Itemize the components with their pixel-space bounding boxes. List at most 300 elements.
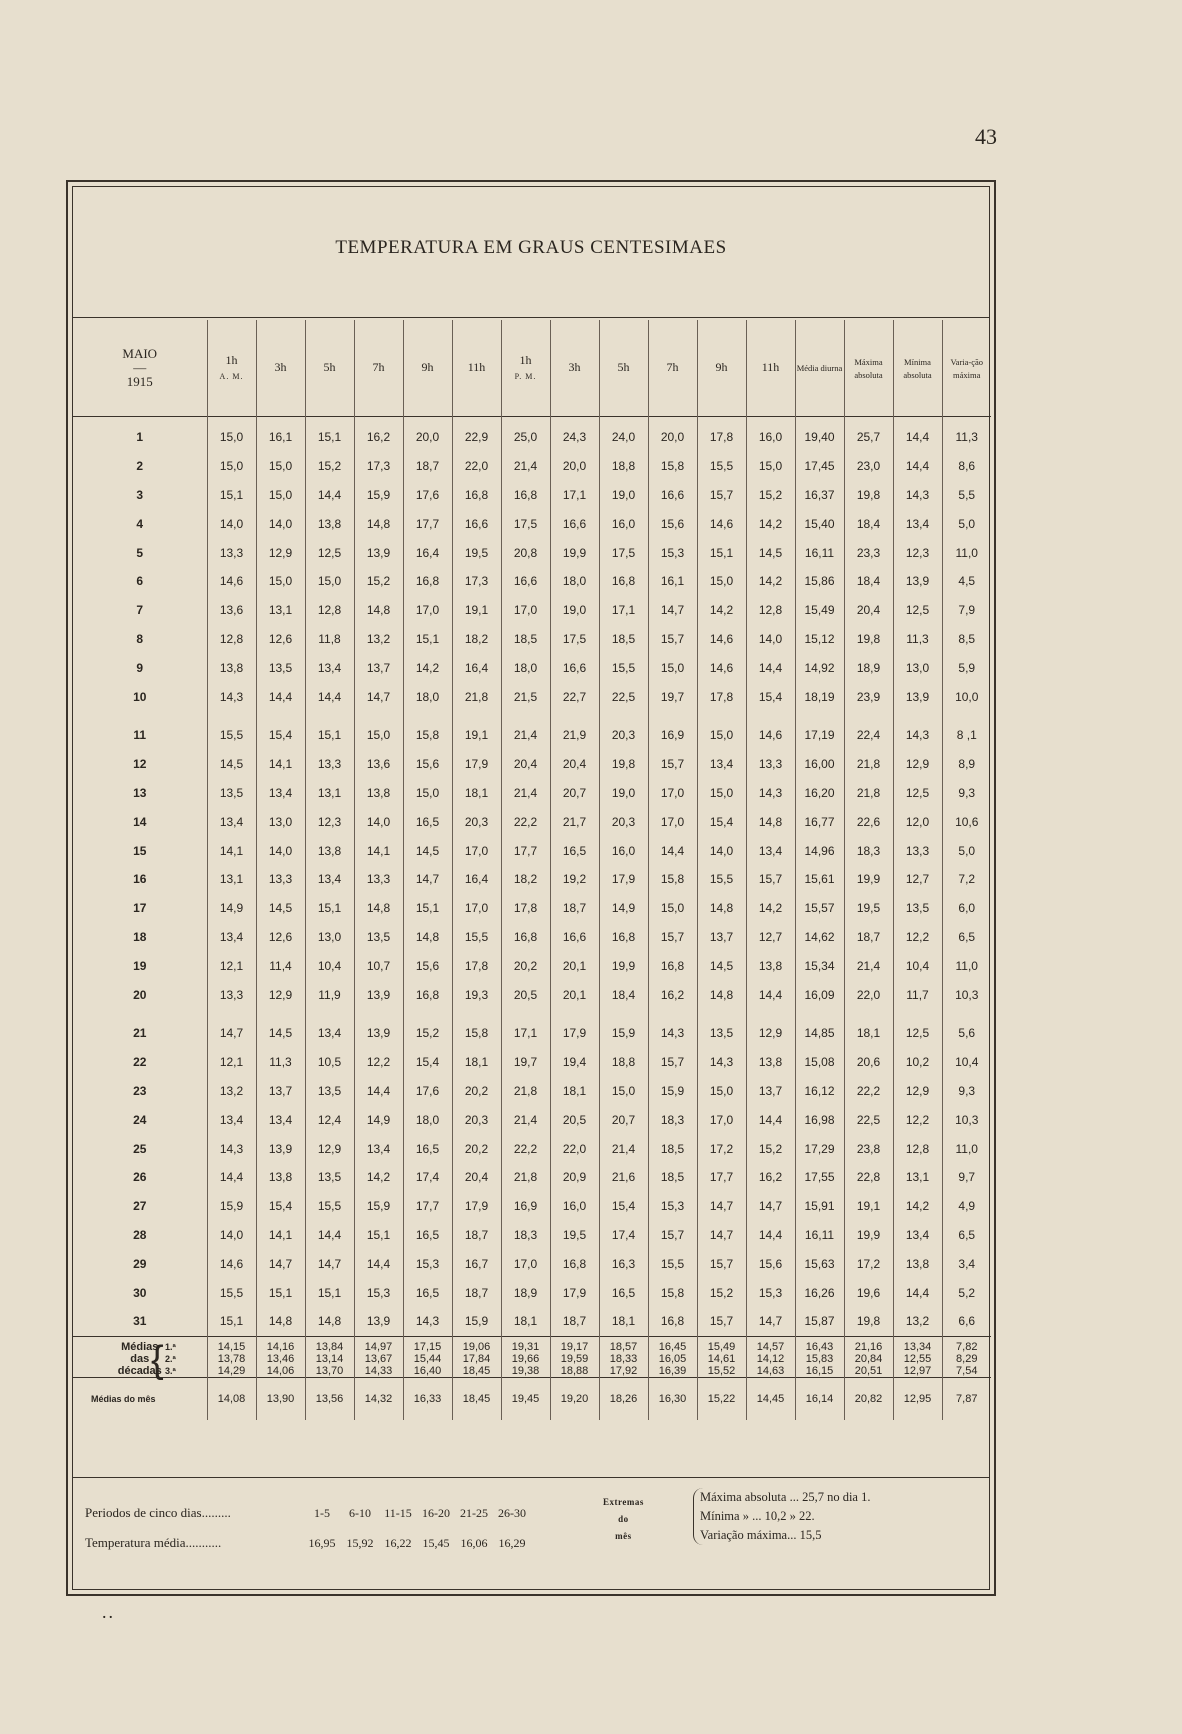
table-cell: 19,9	[844, 865, 893, 894]
table-cell: 14,1	[207, 836, 256, 865]
table-cell: 15,7	[697, 481, 746, 510]
table-cell: 17,8	[452, 951, 501, 980]
table-cell: 17,7	[403, 509, 452, 538]
table-cell: 17,1	[550, 481, 599, 510]
extreme-maxima: Máxima absoluta ... 25,7 no dia 1.	[700, 1490, 871, 1504]
table-cell: 16,8	[550, 1249, 599, 1278]
table-cell: 17,0	[403, 596, 452, 625]
day-number: 21	[133, 1026, 147, 1041]
table-cell: 15,2	[354, 567, 403, 596]
table-cell: 18,7	[550, 1307, 599, 1336]
table-cell: 13,5	[697, 1009, 746, 1048]
day-number: 3	[136, 487, 144, 502]
table-cell: 11,3	[256, 1048, 305, 1077]
table-cell: 14,9	[207, 894, 256, 923]
table-cell: 14,4	[893, 452, 942, 481]
table-cell: 13,7	[256, 1077, 305, 1106]
table-cell: 14,7	[403, 865, 452, 894]
table-cell: 17,8	[501, 894, 550, 923]
table-cell: 14,8	[256, 1307, 305, 1336]
table-cell: 21,9	[550, 711, 599, 750]
month-mean-cell: 13,56	[305, 1377, 354, 1420]
table-cell: 15,5	[599, 653, 648, 682]
table-cell: 6,6	[942, 1307, 991, 1336]
decade-mean-cell: 14,57 14,12 14,63	[746, 1336, 795, 1377]
table-cell: 3,4	[942, 1249, 991, 1278]
table-cell: 15,5	[207, 1278, 256, 1307]
table-cell: 14,0	[354, 807, 403, 836]
table-cell: 5,2	[942, 1278, 991, 1307]
table-cell: 16,4	[403, 538, 452, 567]
table-cell: 16,00	[795, 750, 844, 779]
table-cell: 15,3	[354, 1278, 403, 1307]
table-cell: 8,5	[942, 625, 991, 654]
table-cell: 14,5	[697, 951, 746, 980]
day-number: 17	[133, 901, 147, 916]
day-number: 6	[136, 574, 144, 589]
table-cell: 13,7	[746, 1077, 795, 1106]
table-cell: 15,0	[599, 1077, 648, 1106]
table-cell: 15,0	[354, 711, 403, 750]
table-cell: 19,8	[844, 625, 893, 654]
table-cell: 14,8	[403, 923, 452, 952]
table-cell: 16,11	[795, 538, 844, 567]
table-cell: 13,1	[305, 779, 354, 808]
table-cell: 13,9	[354, 1307, 403, 1336]
table-cell: 14,3	[893, 481, 942, 510]
table-cell: 15,1	[207, 1307, 256, 1336]
table-cell: 5,6	[942, 1009, 991, 1048]
table-cell: 14,2	[403, 653, 452, 682]
table-cell: 15,2	[746, 1134, 795, 1163]
table-cell: 11,0	[942, 538, 991, 567]
table-cell: 18,7	[844, 923, 893, 952]
table-cell: 12,5	[305, 538, 354, 567]
table-cell: 19,5	[452, 538, 501, 567]
table-row	[73, 894, 991, 923]
table-cell: 19,9	[599, 951, 648, 980]
table-cell: 13,0	[893, 653, 942, 682]
table-cell: 17,1	[599, 596, 648, 625]
table-cell: 4,9	[942, 1192, 991, 1221]
table-cell: 19,4	[550, 1048, 599, 1077]
table-cell: 10,4	[305, 951, 354, 980]
table-cell: 11,7	[893, 980, 942, 1009]
table-cell: 12,0	[893, 807, 942, 836]
table-cell: 20,5	[501, 980, 550, 1009]
table-cell: 14,0	[256, 509, 305, 538]
table-cell: 16,3	[599, 1249, 648, 1278]
month-mean-cell: 14,45	[746, 1377, 795, 1420]
table-cell: 14,7	[746, 1192, 795, 1221]
table-cell: 13,0	[305, 923, 354, 952]
table-cell: 13,4	[305, 865, 354, 894]
table-cell: 13,4	[256, 779, 305, 808]
table-cell: 15,0	[207, 452, 256, 481]
month-mean-cell: 15,22	[697, 1377, 746, 1420]
table-cell: 16,37	[795, 481, 844, 510]
hour-header-4: 7h	[354, 320, 403, 417]
table-cell: 15,63	[795, 1249, 844, 1278]
table-cell: 14,7	[697, 1221, 746, 1250]
temp-label: Temperatura média...........	[85, 1535, 222, 1550]
table-cell: 12,9	[305, 1134, 354, 1163]
table-cell: 16,7	[452, 1249, 501, 1278]
table-cell: 15,5	[697, 865, 746, 894]
table-cell: 14,3	[207, 682, 256, 711]
table-cell: 7,9	[942, 596, 991, 625]
table-cell: 13,4	[207, 1105, 256, 1134]
table-row	[73, 1077, 991, 1106]
table-cell: 16,5	[403, 1278, 452, 1307]
table-cell: 15,3	[648, 538, 697, 567]
table-cell: 14,7	[207, 1009, 256, 1048]
table-cell: 20,2	[452, 1077, 501, 1106]
table-cell: 20,3	[452, 1105, 501, 1134]
table-cell: 15,1	[305, 1278, 354, 1307]
day-number: 24	[133, 1112, 147, 1127]
table-cell: 16,1	[256, 417, 305, 452]
table-cell: 12,2	[354, 1048, 403, 1077]
table-cell: 13,1	[207, 865, 256, 894]
temperature-table	[73, 320, 991, 1420]
decade-mean-cell: 19,31 19,66 19,38	[501, 1336, 550, 1377]
table-cell: 14,0	[746, 625, 795, 654]
table-cell: 14,3	[648, 1009, 697, 1048]
day-number: 13	[133, 785, 147, 800]
table-cell: 13,9	[354, 1009, 403, 1048]
table-cell: 18,8	[599, 1048, 648, 1077]
table-cell: 15,40	[795, 509, 844, 538]
days-body	[73, 417, 991, 1337]
day-number: 16	[133, 872, 147, 887]
table-cell: 22,2	[501, 1134, 550, 1163]
table-cell: 17,19	[795, 711, 844, 750]
table-cell: 15,86	[795, 567, 844, 596]
table-cell: 16,0	[550, 1192, 599, 1221]
table-cell: 12,9	[893, 750, 942, 779]
table-cell: 8,9	[942, 750, 991, 779]
table-cell: 18,8	[599, 452, 648, 481]
decade-mean-cell: 18,57 18,33 17,92	[599, 1336, 648, 1377]
table-cell: 13,2	[207, 1077, 256, 1106]
table-cell: 22,2	[844, 1077, 893, 1106]
table-cell: 12,4	[305, 1105, 354, 1134]
day-number: 11	[133, 728, 147, 743]
table-cell: 18,1	[599, 1307, 648, 1336]
table-cell: 15,0	[746, 452, 795, 481]
table-cell: 13,9	[354, 538, 403, 567]
table-cell: 13,4	[207, 923, 256, 952]
table-cell: 13,7	[354, 653, 403, 682]
day-number: 14	[133, 814, 147, 829]
table-cell: 13,4	[305, 1009, 354, 1048]
table-cell: 15,91	[795, 1192, 844, 1221]
month-label: MAIO	[122, 345, 158, 361]
table-cell: 22,2	[501, 807, 550, 836]
decade-mean-cell: 21,16 20,84 20,51	[844, 1336, 893, 1377]
table-inner-frame	[72, 186, 990, 1590]
table-cell: 15,4	[256, 711, 305, 750]
table-cell: 15,0	[648, 653, 697, 682]
table-row	[73, 1048, 991, 1077]
table-cell: 15,87	[795, 1307, 844, 1336]
decade-mean-cell: 15,49 14,61 15,52	[697, 1336, 746, 1377]
day-number: 22	[133, 1055, 147, 1070]
table-cell: 12,8	[305, 596, 354, 625]
table-cell: 13,2	[893, 1307, 942, 1336]
table-cell: 11,4	[256, 951, 305, 980]
table-cell: 10,3	[942, 980, 991, 1009]
month-mean-cell: 18,26	[599, 1377, 648, 1420]
day-number: 23	[133, 1083, 147, 1098]
table-cell: 12,3	[305, 807, 354, 836]
table-cell: 16,26	[795, 1278, 844, 1307]
table-cell: 17,9	[452, 1192, 501, 1221]
table-cell: 13,8	[354, 779, 403, 808]
table-cell: 22,5	[599, 682, 648, 711]
table-cell: 17,0	[501, 596, 550, 625]
table-cell: 17,29	[795, 1134, 844, 1163]
table-cell: 23,9	[844, 682, 893, 711]
table-cell: 19,8	[844, 1307, 893, 1336]
table-cell: 17,55	[795, 1163, 844, 1192]
month-means-label: Médias do mês	[73, 1377, 207, 1420]
day-number: 15	[133, 843, 147, 858]
period-temp: 15,45	[422, 1536, 450, 1550]
table-cell: 21,4	[599, 1134, 648, 1163]
table-cell: 14,2	[746, 567, 795, 596]
table-cell: 23,8	[844, 1134, 893, 1163]
table-cell: 16,77	[795, 807, 844, 836]
table-cell: 18,1	[452, 779, 501, 808]
table-cell: 14,4	[648, 836, 697, 865]
table-cell: 5,5	[942, 481, 991, 510]
table-cell: 21,8	[844, 779, 893, 808]
table-cell: 20,4	[550, 750, 599, 779]
table-cell: 15,6	[746, 1249, 795, 1278]
table-cell: 14,7	[648, 596, 697, 625]
table-cell: 8,6	[942, 452, 991, 481]
table-cell: 16,0	[746, 417, 795, 452]
table-cell: 17,0	[501, 1249, 550, 1278]
table-cell: 17,9	[599, 865, 648, 894]
page-number: 43	[975, 124, 997, 149]
table-cell: 22,0	[550, 1134, 599, 1163]
table-cell: 20,8	[501, 538, 550, 567]
table-cell: 13,5	[354, 923, 403, 952]
table-cell: 13,4	[354, 1134, 403, 1163]
table-row	[73, 1192, 991, 1221]
table-cell: 15,1	[403, 625, 452, 654]
table-cell: 13,5	[207, 779, 256, 808]
table-cell: 12,3	[893, 538, 942, 567]
table-cell: 14,6	[207, 1249, 256, 1278]
table-cell: 16,6	[501, 567, 550, 596]
decade-means-row	[73, 1336, 991, 1377]
table-cell: 14,96	[795, 836, 844, 865]
table-cell: 15,7	[648, 1221, 697, 1250]
table-cell: 13,5	[256, 653, 305, 682]
table-cell: 15,1	[207, 481, 256, 510]
table-cell: 21,8	[501, 1163, 550, 1192]
table-cell: 15,7	[648, 1048, 697, 1077]
table-cell: 14,4	[354, 1077, 403, 1106]
month-mean-cell: 19,20	[550, 1377, 599, 1420]
table-cell: 14,5	[403, 836, 452, 865]
table-cell: 18,1	[501, 1307, 550, 1336]
table-cell: 18,1	[452, 1048, 501, 1077]
table-cell: 17,3	[354, 452, 403, 481]
table-cell: 16,5	[403, 1221, 452, 1250]
table-cell: 17,0	[452, 836, 501, 865]
table-cell: 10,4	[893, 951, 942, 980]
table-cell: 10,4	[942, 1048, 991, 1077]
table-cell: 16,6	[550, 923, 599, 952]
table-cell: 17,7	[403, 1192, 452, 1221]
table-cell: 15,1	[305, 417, 354, 452]
table-cell: 13,6	[354, 750, 403, 779]
decade-mean-cell: 14,97 13,67 14,33	[354, 1336, 403, 1377]
table-cell: 14,3	[746, 779, 795, 808]
table-cell: 17,4	[403, 1163, 452, 1192]
table-cell: 15,0	[697, 779, 746, 808]
table-cell: 14,8	[305, 1307, 354, 1336]
table-cell: 13,9	[256, 1134, 305, 1163]
table-cell: 9,7	[942, 1163, 991, 1192]
table-cell: 11,0	[942, 1134, 991, 1163]
month-mean-cell: 16,33	[403, 1377, 452, 1420]
table-cell: 20,0	[550, 452, 599, 481]
table-cell: 17,5	[599, 538, 648, 567]
table-cell: 15,49	[795, 596, 844, 625]
table-cell: 17,4	[599, 1221, 648, 1250]
table-cell: 12,9	[256, 980, 305, 1009]
day-number: 20	[133, 987, 147, 1002]
table-cell: 14,3	[207, 1134, 256, 1163]
table-cell: 15,0	[256, 452, 305, 481]
table-cell: 13,4	[746, 836, 795, 865]
table-cell: 16,5	[550, 836, 599, 865]
table-cell: 16,9	[648, 711, 697, 750]
table-cell: 13,4	[207, 807, 256, 836]
table-cell: 15,2	[697, 1278, 746, 1307]
table-cell: 19,7	[648, 682, 697, 711]
table-cell: 14,8	[354, 509, 403, 538]
month-mean-cell: 18,45	[452, 1377, 501, 1420]
table-cell: 19,0	[599, 481, 648, 510]
table-cell: 11,0	[942, 951, 991, 980]
table-cell: 14,4	[207, 1163, 256, 1192]
table-cell: 17,5	[501, 509, 550, 538]
table-cell: 18,0	[501, 653, 550, 682]
table-cell: 18,5	[501, 625, 550, 654]
table-cell: 14,4	[893, 1278, 942, 1307]
table-row	[73, 923, 991, 952]
month-mean-cell: 13,90	[256, 1377, 305, 1420]
table-cell: 14,7	[256, 1249, 305, 1278]
table-cell: 13,8	[893, 1249, 942, 1278]
maxima-header: Máxima absoluta	[844, 320, 893, 417]
table-cell: 15,9	[452, 1307, 501, 1336]
table-cell: 15,5	[452, 923, 501, 952]
table-cell: 17,3	[452, 567, 501, 596]
table-cell: 15,0	[697, 567, 746, 596]
table-cell: 18,9	[501, 1278, 550, 1307]
table-cell: 15,9	[207, 1192, 256, 1221]
table-cell: 13,3	[746, 750, 795, 779]
table-cell: 14,4	[746, 1221, 795, 1250]
table-cell: 15,9	[599, 1009, 648, 1048]
table-cell: 18,4	[844, 509, 893, 538]
table-cell: 4,5	[942, 567, 991, 596]
table-cell: 14,92	[795, 653, 844, 682]
month-mean-cell: 19,45	[501, 1377, 550, 1420]
table-cell: 17,2	[844, 1249, 893, 1278]
table-cell: 13,4	[256, 1105, 305, 1134]
table-cell: 18,5	[648, 1163, 697, 1192]
table-cell: 18,4	[844, 567, 893, 596]
day-number: 30	[133, 1285, 147, 1300]
decade-mean-cell: 14,16 13,46 14,06	[256, 1336, 305, 1377]
table-cell: 12,5	[893, 596, 942, 625]
table-cell: 18,3	[501, 1221, 550, 1250]
table-cell: 15,7	[697, 1307, 746, 1336]
table-cell: 13,4	[893, 1221, 942, 1250]
table-cell: 24,3	[550, 417, 599, 452]
day-number: 31	[133, 1314, 147, 1329]
table-cell: 16,4	[452, 653, 501, 682]
table-cell: 18,7	[403, 452, 452, 481]
table-cell: 10,2	[893, 1048, 942, 1077]
table-cell: 14,8	[697, 894, 746, 923]
table-cell: 15,7	[648, 750, 697, 779]
table-cell: 14,6	[207, 567, 256, 596]
table-cell: 14,6	[697, 653, 746, 682]
table-cell: 16,12	[795, 1077, 844, 1106]
table-cell: 15,1	[697, 538, 746, 567]
year-label: 1915	[126, 374, 153, 390]
table-row	[73, 596, 991, 625]
table-cell: 17,0	[648, 779, 697, 808]
table-cell: 12,8	[746, 596, 795, 625]
decade-mean-cell: 17,15 15,44 16,40	[403, 1336, 452, 1377]
table-cell: 16,8	[403, 567, 452, 596]
table-cell: 13,0	[256, 807, 305, 836]
month-mean-cell: 16,30	[648, 1377, 697, 1420]
table-row	[73, 625, 991, 654]
table-cell: 17,0	[452, 894, 501, 923]
day-number: 1	[136, 430, 144, 445]
month-year-header	[73, 320, 207, 417]
table-cell: 16,8	[501, 923, 550, 952]
table-cell: 19,7	[501, 1048, 550, 1077]
table-cell: 19,1	[452, 596, 501, 625]
table-cell: 20,1	[550, 980, 599, 1009]
table-cell: 16,0	[599, 509, 648, 538]
table-cell: 15,1	[354, 1221, 403, 1250]
table-cell: 15,8	[648, 452, 697, 481]
day-number: 28	[133, 1227, 147, 1242]
table-cell: 5,0	[942, 836, 991, 865]
table-cell: 14,6	[697, 509, 746, 538]
table-cell: 12,7	[746, 923, 795, 952]
table-cell: 14,5	[746, 538, 795, 567]
table-cell: 17,9	[452, 750, 501, 779]
hour-header-3: 5h	[305, 320, 354, 417]
table-cell: 14,2	[746, 894, 795, 923]
month-mean-cell: 14,08	[207, 1377, 256, 1420]
